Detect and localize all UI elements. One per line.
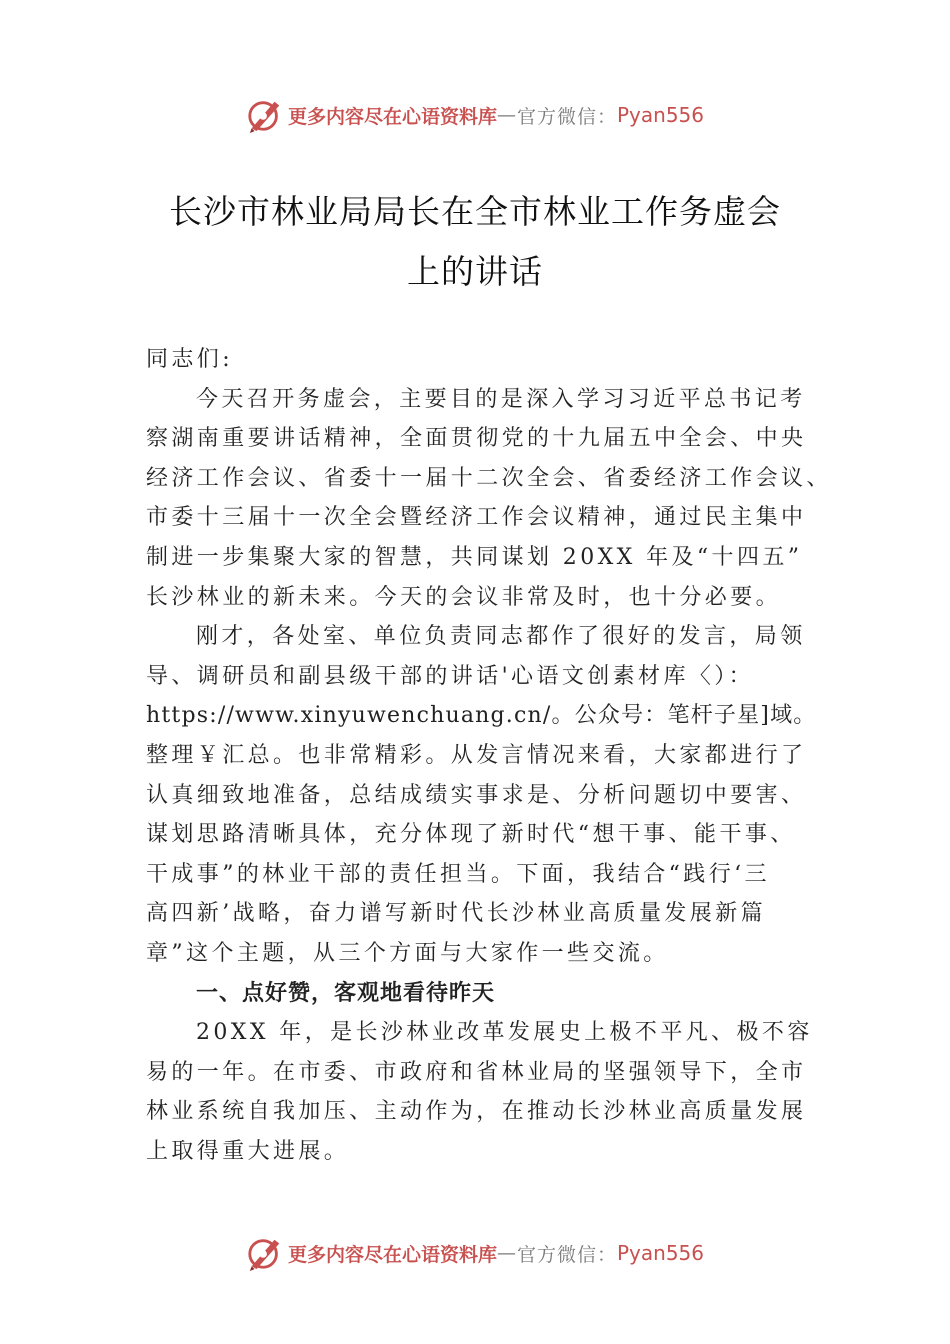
watermark-account: Pyan556	[617, 103, 705, 127]
paragraph-line: 高四新’战略，奋力谱写新时代长沙林业高质量发展新篇	[146, 901, 766, 927]
paragraph-line: 制进一步集聚大家的智慧，共同谋划 20XX 年及“十四五”	[146, 544, 803, 570]
paragraph-line: 章”这个主题，从三个方面与大家作一些交流。	[146, 940, 669, 966]
document-title	[140, 182, 810, 302]
section-heading: 一、点好赞，客观地看待昨天	[196, 980, 496, 1006]
paragraph-line: 林业系统自我加压、主动作为，在推动长沙林业高质量发展	[146, 1099, 807, 1125]
watermark-brand: 更多内容尽在心语资料库	[287, 1243, 497, 1266]
title-line-1: 长沙市林业局局长在全市林业工作务虚会	[169, 192, 781, 231]
salutation: 同志们:	[146, 347, 234, 372]
watermark-official: 官方微信：	[516, 105, 617, 128]
document-body	[146, 340, 846, 1171]
paragraph-line: 整理￥汇总。也非常精彩。从发言情况来看，大家都进行了	[146, 742, 807, 768]
paragraph-line: 上取得重大进展。	[146, 1138, 350, 1164]
watermark-official: 官方微信：	[516, 1243, 617, 1266]
footer-watermark	[0, 1233, 950, 1273]
paragraph-line: 经济工作会议、省委十一届十二次全会、省委经济工作会议、	[146, 465, 832, 491]
paragraph-line: 认真细致地准备，总结成绩实事求是、分析问题切中要害、	[146, 782, 807, 808]
watermark-account: Pyan556	[617, 1241, 705, 1265]
title-line-2: 上的讲话	[407, 252, 543, 291]
paragraph-line: 刚才，各处室、单位负责同志都作了很好的发言，局领	[196, 624, 806, 650]
paragraph-line: 20XX 年，是长沙林业改革发展史上极不平凡、极不容	[196, 1020, 813, 1046]
paragraph-line: 长沙林业的新未来。今天的会议非常及时，也十分必要。	[146, 584, 782, 610]
paragraph-line: 谋划思路清晰具体，充分体现了新时代“想干事、能干事、	[146, 822, 796, 848]
paragraph-line: 易的一年。在市委、市政府和省林业局的坚强领导下，全市	[146, 1059, 807, 1085]
pen-logo-icon	[246, 96, 284, 134]
paragraph-line: 导、调研员和副县级干部的讲话'心语文创素材库〈）：	[146, 663, 755, 689]
paragraph-line: https://www.xinyuwenchuang.cn/。公众号：笔杆子星]域。	[146, 703, 817, 729]
paragraph-line: 今天召开务虚会，主要目的是深入学习习近平总书记考	[196, 386, 806, 412]
watermark-dash: —	[496, 104, 517, 126]
header-watermark	[0, 95, 950, 135]
paragraph-line: 干成事”的林业干部的责任担当。下面，我结合“践行‘三	[146, 861, 770, 887]
watermark-brand: 更多内容尽在心语资料库	[287, 105, 497, 128]
watermark-dash: —	[496, 1242, 517, 1264]
paragraph-line: 察湖南重要讲话精神，全面贯彻党的十九届五中全会、中央	[146, 426, 807, 452]
paragraph-line: 市委十三届十一次全会暨经济工作会议精神，通过民主集中	[146, 505, 807, 531]
pen-logo-icon	[246, 1234, 284, 1272]
